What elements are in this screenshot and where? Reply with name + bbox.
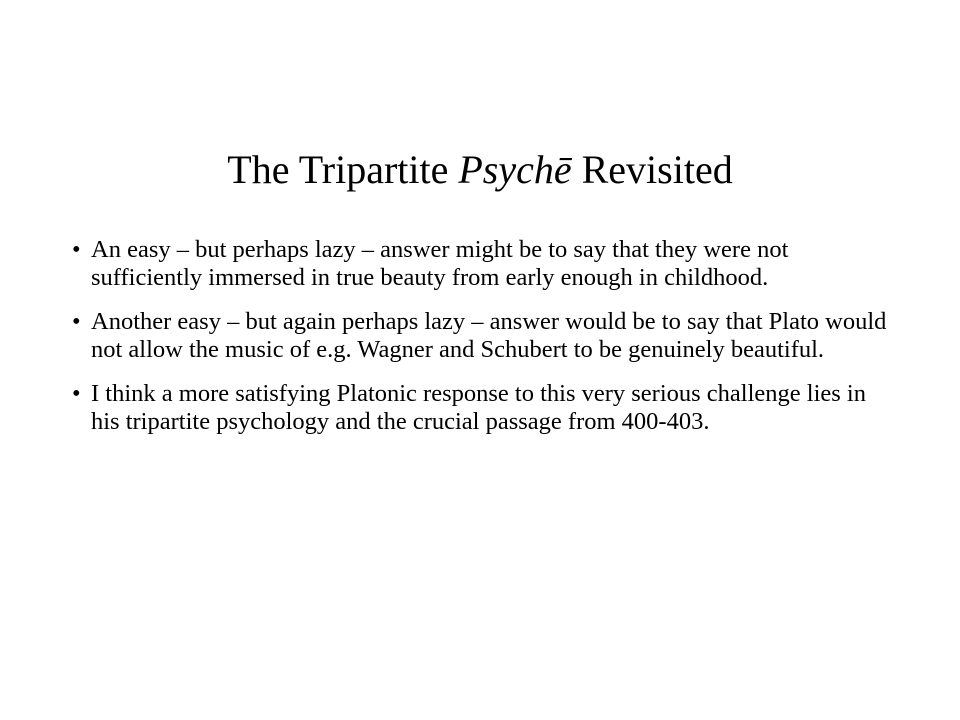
bullet-icon: •	[72, 308, 81, 335]
bullet-text: Another easy – but again perhaps lazy – answer would be to say that Plato would not allow the music of e.g. Wagner and Schubert to be genuinely beautiful.	[91, 308, 887, 363]
bullet-item	[72, 236, 892, 292]
bullet-list	[72, 236, 892, 452]
bullet-text: An easy – but perhaps lazy – answer might be to say that they were not sufficiently immersed in true beauty from early enough in childhood.	[91, 236, 789, 291]
bullet-text: I think a more satisfying Platonic response to this very serious challenge lies in his tripartite psychology and the crucial passage from 400-403.	[91, 380, 866, 435]
title-text-start: The Tripartite	[227, 147, 459, 192]
bullet-item	[72, 380, 892, 436]
bullet-item	[72, 308, 892, 364]
title-text-end: Revisited	[571, 147, 733, 192]
title-emphasis: Psychē	[458, 147, 572, 192]
slide-title	[0, 140, 960, 200]
bullet-icon: •	[72, 236, 81, 263]
bullet-icon: •	[72, 380, 81, 407]
